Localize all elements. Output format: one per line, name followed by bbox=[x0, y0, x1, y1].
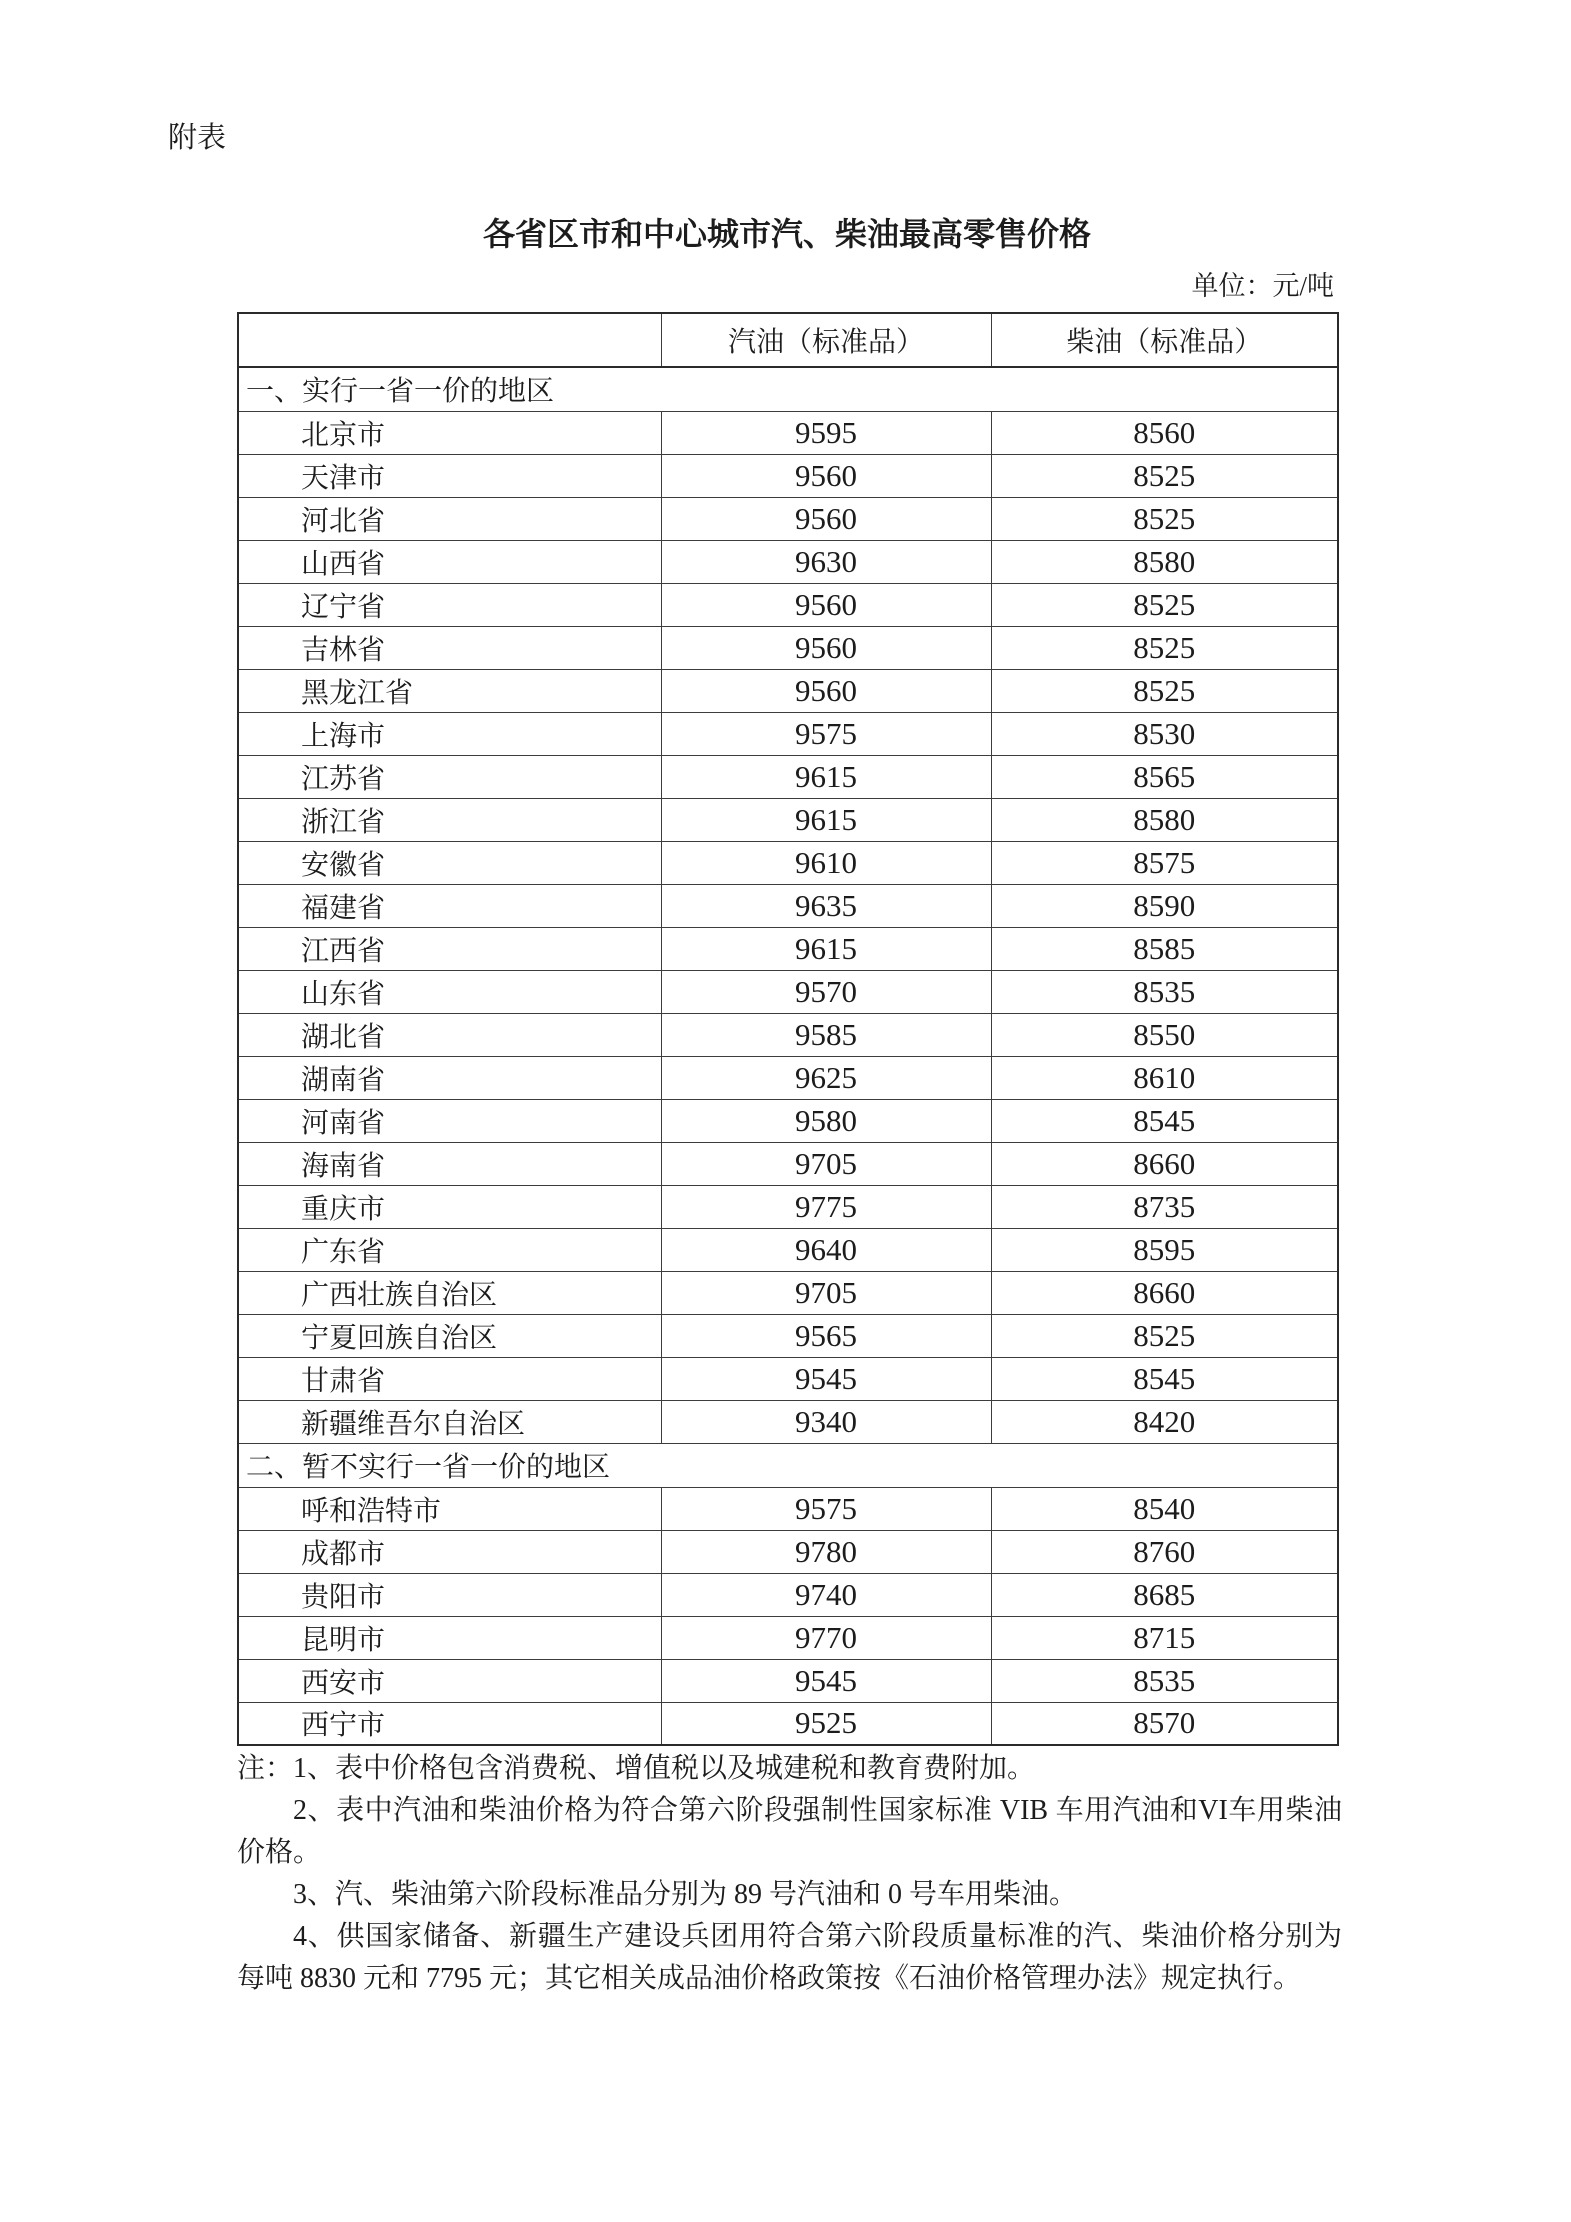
diesel-price-cell: 8565 bbox=[991, 755, 1338, 798]
price-table bbox=[237, 312, 1339, 1746]
gasoline-price-cell: 9560 bbox=[661, 497, 991, 540]
table-row bbox=[238, 1659, 1338, 1702]
diesel-price-cell: 8530 bbox=[991, 712, 1338, 755]
diesel-price-cell: 8760 bbox=[991, 1530, 1338, 1573]
diesel-price-cell: 8560 bbox=[991, 411, 1338, 454]
table-row bbox=[238, 1530, 1338, 1573]
region-cell: 西安市 bbox=[238, 1659, 661, 1702]
gasoline-price-cell: 9565 bbox=[661, 1314, 991, 1357]
diesel-price-cell: 8570 bbox=[991, 1702, 1338, 1745]
table-row bbox=[238, 712, 1338, 755]
note-item-4: 4、供国家储备、新疆生产建设兵团用符合第六阶段质量标准的汽、柴油价格分别为每吨 8830 元和 7795 元；其它相关成品油价格政策按《石油价格管理办法》规定执行。 bbox=[237, 1921, 1342, 1994]
region-cell: 上海市 bbox=[238, 712, 661, 755]
notes-block bbox=[237, 1748, 1342, 2000]
table-row bbox=[238, 798, 1338, 841]
table-row bbox=[238, 454, 1338, 497]
region-cell: 西宁市 bbox=[238, 1702, 661, 1745]
section-header-row bbox=[238, 1443, 1338, 1487]
diesel-price-cell: 8580 bbox=[991, 540, 1338, 583]
region-cell: 呼和浩特市 bbox=[238, 1487, 661, 1530]
diesel-price-cell: 8525 bbox=[991, 1314, 1338, 1357]
attachment-label: 附表 bbox=[168, 122, 227, 154]
diesel-price-cell: 8535 bbox=[991, 1659, 1338, 1702]
diesel-price-cell: 8585 bbox=[991, 927, 1338, 970]
region-cell: 重庆市 bbox=[238, 1185, 661, 1228]
gasoline-price-cell: 9770 bbox=[661, 1616, 991, 1659]
gasoline-price-cell: 9340 bbox=[661, 1400, 991, 1443]
note-item-3: 3、汽、柴油第六阶段标准品分别为 89 号汽油和 0 号车用柴油。 bbox=[293, 1879, 1078, 1910]
table-row bbox=[238, 1357, 1338, 1400]
region-cell: 浙江省 bbox=[238, 798, 661, 841]
region-cell: 江西省 bbox=[238, 927, 661, 970]
gasoline-price-cell: 9610 bbox=[661, 841, 991, 884]
note-item-2: 2、表中汽油和柴油价格为符合第六阶段强制性国家标准 VIB 车用汽油和VI车用柴油价格。 bbox=[237, 1795, 1342, 1868]
table-row bbox=[238, 1099, 1338, 1142]
diesel-price-cell: 8590 bbox=[991, 884, 1338, 927]
table-row bbox=[238, 411, 1338, 454]
diesel-price-cell: 8685 bbox=[991, 1573, 1338, 1616]
gasoline-price-cell: 9580 bbox=[661, 1099, 991, 1142]
diesel-price-cell: 8715 bbox=[991, 1616, 1338, 1659]
region-cell: 江苏省 bbox=[238, 755, 661, 798]
table-row bbox=[238, 626, 1338, 669]
gasoline-price-cell: 9585 bbox=[661, 1013, 991, 1056]
table-row bbox=[238, 540, 1338, 583]
gasoline-price-cell: 9635 bbox=[661, 884, 991, 927]
table-row bbox=[238, 755, 1338, 798]
region-cell: 山西省 bbox=[238, 540, 661, 583]
gasoline-price-cell: 9615 bbox=[661, 798, 991, 841]
table-row bbox=[238, 970, 1338, 1013]
diesel-price-cell: 8525 bbox=[991, 583, 1338, 626]
gasoline-price-cell: 9625 bbox=[661, 1056, 991, 1099]
gasoline-price-cell: 9615 bbox=[661, 927, 991, 970]
region-cell: 安徽省 bbox=[238, 841, 661, 884]
gasoline-price-cell: 9575 bbox=[661, 1487, 991, 1530]
table-row bbox=[238, 1702, 1338, 1745]
table-row bbox=[238, 1573, 1338, 1616]
diesel-price-cell: 8420 bbox=[991, 1400, 1338, 1443]
gasoline-price-cell: 9615 bbox=[661, 755, 991, 798]
table-header-row bbox=[238, 313, 1338, 367]
gasoline-price-cell: 9560 bbox=[661, 454, 991, 497]
region-cell: 河北省 bbox=[238, 497, 661, 540]
gasoline-price-cell: 9740 bbox=[661, 1573, 991, 1616]
region-cell: 甘肃省 bbox=[238, 1357, 661, 1400]
diesel-price-cell: 8610 bbox=[991, 1056, 1338, 1099]
section-header-row bbox=[238, 367, 1338, 411]
region-cell: 成都市 bbox=[238, 1530, 661, 1573]
section-header-cell: 二、暂不实行一省一价的地区 bbox=[238, 1443, 1338, 1487]
table-row bbox=[238, 1142, 1338, 1185]
region-cell: 吉林省 bbox=[238, 626, 661, 669]
table-row bbox=[238, 1400, 1338, 1443]
diesel-price-cell: 8525 bbox=[991, 454, 1338, 497]
gasoline-price-cell: 9630 bbox=[661, 540, 991, 583]
gasoline-price-cell: 9560 bbox=[661, 583, 991, 626]
table-row bbox=[238, 497, 1338, 540]
diesel-price-cell: 8550 bbox=[991, 1013, 1338, 1056]
unit-label: 单位：元/吨 bbox=[1191, 271, 1334, 301]
gasoline-price-cell: 9570 bbox=[661, 970, 991, 1013]
gasoline-price-cell: 9545 bbox=[661, 1357, 991, 1400]
note-item-1 bbox=[237, 1748, 1342, 1790]
region-cell: 昆明市 bbox=[238, 1616, 661, 1659]
table-row bbox=[238, 1185, 1338, 1228]
diesel-price-cell: 8595 bbox=[991, 1228, 1338, 1271]
diesel-price-cell: 8525 bbox=[991, 626, 1338, 669]
gasoline-price-cell: 9780 bbox=[661, 1530, 991, 1573]
table-row bbox=[238, 841, 1338, 884]
region-cell: 山东省 bbox=[238, 970, 661, 1013]
region-cell: 广东省 bbox=[238, 1228, 661, 1271]
diesel-price-cell: 8545 bbox=[991, 1357, 1338, 1400]
diesel-price-cell: 8735 bbox=[991, 1185, 1338, 1228]
region-cell: 海南省 bbox=[238, 1142, 661, 1185]
gasoline-price-cell: 9705 bbox=[661, 1142, 991, 1185]
diesel-price-cell: 8525 bbox=[991, 669, 1338, 712]
diesel-column-header: 柴油（标准品） bbox=[991, 313, 1338, 367]
section-header-cell: 一、实行一省一价的地区 bbox=[238, 367, 1338, 411]
region-cell: 河南省 bbox=[238, 1099, 661, 1142]
page-title: 各省区市和中心城市汽、柴油最高零售价格 bbox=[482, 216, 1091, 252]
region-cell: 新疆维吾尔自治区 bbox=[238, 1400, 661, 1443]
gasoline-price-cell: 9595 bbox=[661, 411, 991, 454]
gasoline-price-cell: 9705 bbox=[661, 1271, 991, 1314]
table-row bbox=[238, 927, 1338, 970]
table-row bbox=[238, 1616, 1338, 1659]
region-cell: 天津市 bbox=[238, 454, 661, 497]
diesel-price-cell: 8580 bbox=[991, 798, 1338, 841]
gasoline-price-cell: 9640 bbox=[661, 1228, 991, 1271]
table-row bbox=[238, 884, 1338, 927]
table-row bbox=[238, 1013, 1338, 1056]
region-cell: 广西壮族自治区 bbox=[238, 1271, 661, 1314]
region-cell: 宁夏回族自治区 bbox=[238, 1314, 661, 1357]
table-row bbox=[238, 669, 1338, 712]
gasoline-price-cell: 9560 bbox=[661, 626, 991, 669]
region-cell: 辽宁省 bbox=[238, 583, 661, 626]
region-cell: 福建省 bbox=[238, 884, 661, 927]
corner-cell bbox=[238, 313, 661, 367]
diesel-price-cell: 8545 bbox=[991, 1099, 1338, 1142]
region-cell: 北京市 bbox=[238, 411, 661, 454]
gasoline-price-cell: 9575 bbox=[661, 712, 991, 755]
diesel-price-cell: 8535 bbox=[991, 970, 1338, 1013]
gasoline-price-cell: 9545 bbox=[661, 1659, 991, 1702]
note-text: 1、表中价格包含消费税、增值税以及城建税和教育费附加。 bbox=[293, 1753, 1036, 1784]
diesel-price-cell: 8525 bbox=[991, 497, 1338, 540]
region-cell: 湖南省 bbox=[238, 1056, 661, 1099]
price-table-body bbox=[238, 367, 1338, 1745]
table-row bbox=[238, 1271, 1338, 1314]
table-row bbox=[238, 1314, 1338, 1357]
diesel-price-cell: 8575 bbox=[991, 841, 1338, 884]
diesel-price-cell: 8660 bbox=[991, 1142, 1338, 1185]
gasoline-price-cell: 9775 bbox=[661, 1185, 991, 1228]
gasoline-column-header: 汽油（标准品） bbox=[661, 313, 991, 367]
diesel-price-cell: 8660 bbox=[991, 1271, 1338, 1314]
gasoline-price-cell: 9560 bbox=[661, 669, 991, 712]
table-row bbox=[238, 1487, 1338, 1530]
notes-label: 注： bbox=[237, 1753, 294, 1784]
region-cell: 湖北省 bbox=[238, 1013, 661, 1056]
diesel-price-cell: 8540 bbox=[991, 1487, 1338, 1530]
gasoline-price-cell: 9525 bbox=[661, 1702, 991, 1745]
table-row bbox=[238, 1228, 1338, 1271]
region-cell: 贵阳市 bbox=[238, 1573, 661, 1616]
region-cell: 黑龙江省 bbox=[238, 669, 661, 712]
table-row bbox=[238, 583, 1338, 626]
table-row bbox=[238, 1056, 1338, 1099]
